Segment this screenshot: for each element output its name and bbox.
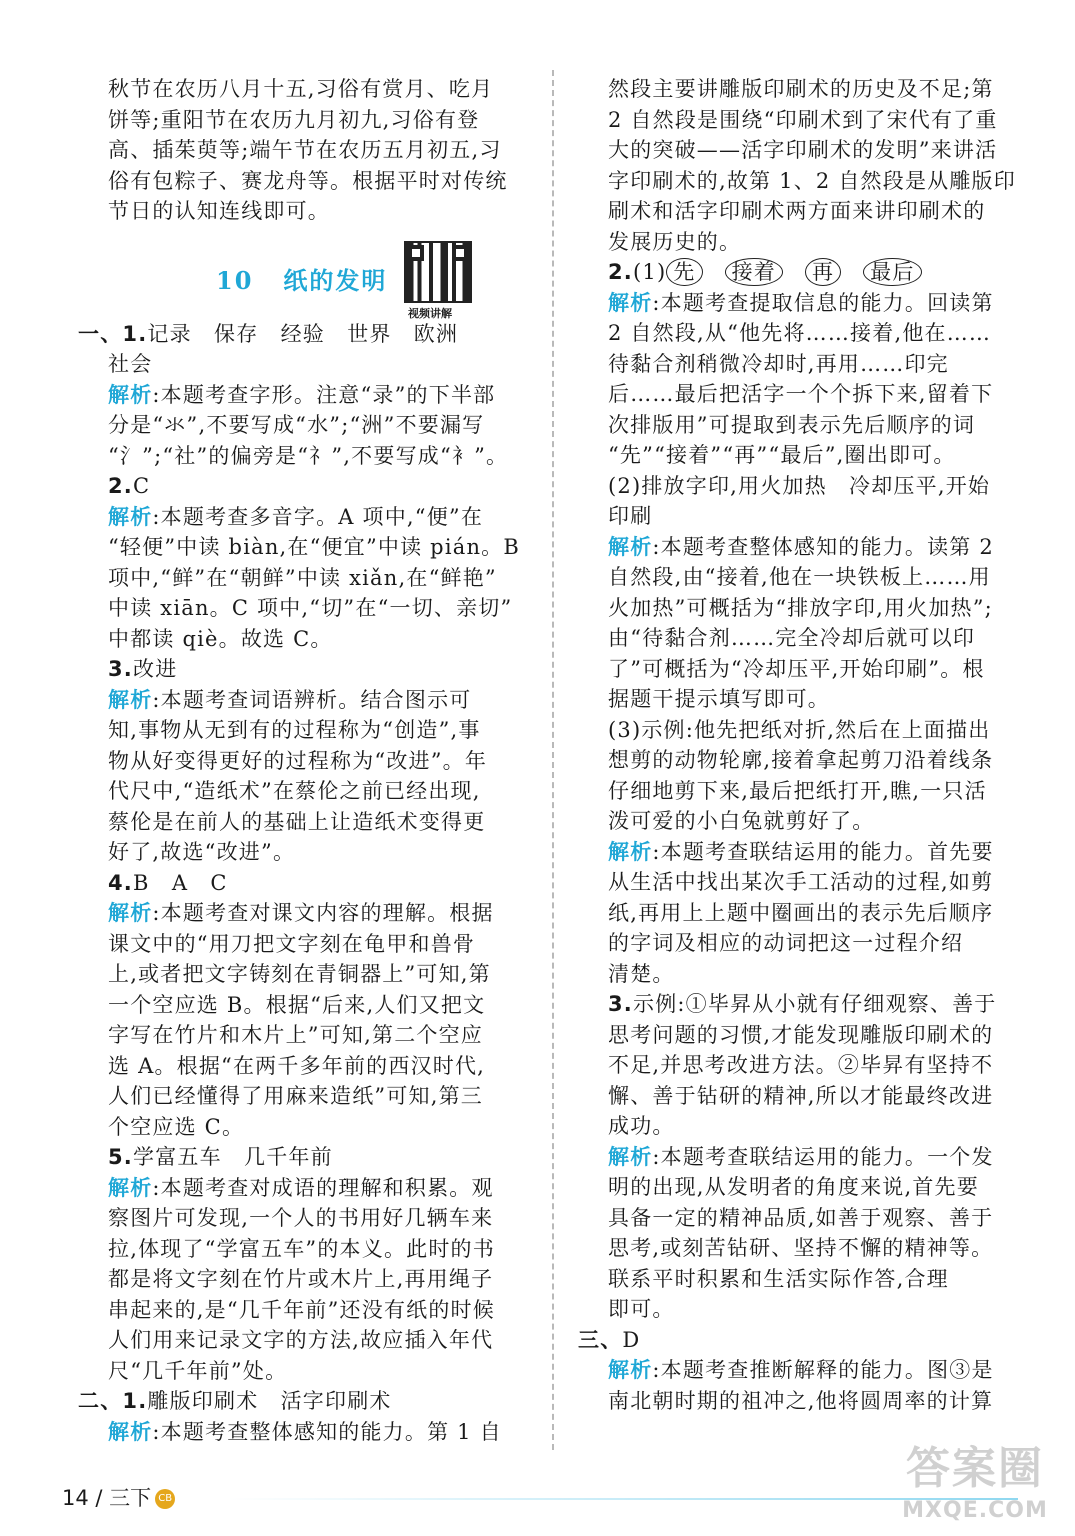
analysis-text: :本题考查整体感知的能力。第 1 自 (152, 1419, 502, 1444)
text-line: 上,或者把文字铸刻在青铜器上”可知,第 (108, 962, 491, 986)
text-line: 仔细地剪下来,最后把纸打开,瞧,一只活 (608, 778, 987, 803)
watermark-logo (880, 1440, 1070, 1532)
section-heading (78, 1386, 528, 1417)
text-line: 思考,或刻苦钻研、坚持不懈的精神等。 (608, 1236, 994, 1260)
section-prefix: 二、 (78, 1389, 123, 1413)
text-line: 自然段,由“接着,他在一块铁板上……用 (608, 565, 991, 589)
item-number: 1. (122, 1389, 148, 1413)
analysis-label: 解析 (108, 901, 153, 925)
text-line: 懈、善于钻研的精神,所以才能最终改进 (608, 1083, 994, 1108)
analysis-text: :本题考查推断解释的能力。图③是 (652, 1358, 994, 1382)
text-line: 高、插茱萸等;端午节在农历五月初五,习 (108, 138, 502, 162)
item-number: 3. (108, 657, 133, 681)
lesson-title-text: 纸的发明 (283, 266, 388, 295)
analysis-text: :本题考查多音字。A 项中,“便”在 (152, 504, 484, 529)
text-line: 代尺中,“造纸术”在蔡伦之前已经出现, (108, 779, 481, 803)
answer-item (108, 1142, 528, 1173)
lesson-title (216, 261, 387, 296)
item-answer: C (133, 474, 151, 498)
analysis-line (108, 1417, 528, 1448)
analysis-text: :本题考查提取信息的能力。回读第 (652, 290, 994, 315)
text-line: 蔡伦是在前人的基础上让造纸术变得更 (108, 809, 486, 834)
text-line: 中都读 qiè。故选 C。 (108, 626, 333, 651)
text-line: 成功。 (608, 1114, 675, 1138)
circled-answer (608, 257, 1026, 288)
text-line: 好了,故选“改进”。 (108, 840, 296, 864)
item-answer: B A C (133, 870, 228, 895)
text-line: (2)排放字印,用火加热 冷却压平,开始 (608, 473, 991, 498)
text-line: 明的出现,从发明者的角度来说,首先要 (608, 1175, 979, 1199)
analysis-text: :本题考查词语辨析。结合图示可 (152, 687, 472, 712)
text-line: 印刷 (608, 504, 653, 528)
text-line: 然段主要讲雕版印刷术的历史及不足;第 (608, 77, 994, 101)
text-line: 据题干提示填写即可。 (608, 687, 830, 711)
analysis-text: :本题考查整体感知的能力。读第 2 (652, 534, 994, 559)
section-prefix: 三、 (578, 1327, 623, 1352)
text-line: 2 自然段,从“他先将……接着,他在…… (608, 321, 992, 345)
analysis-label: 解析 (608, 290, 653, 315)
item-answer: 记录 保存 经验 世界 欧洲 (147, 321, 459, 346)
text-line: 人们已经懂得了用麻来造纸”可知,第三 (108, 1084, 484, 1108)
text-line: 即可。 (608, 1297, 675, 1321)
section-prefix: 一、 (78, 321, 123, 346)
text-line: 分是“氺”,不要写成“水”;“洲”不要漏写 (108, 413, 485, 437)
item-answer: 示例:①毕昇从小就有仔细观察、善于 (633, 992, 997, 1016)
text-line: 人们用来记录文字的方法,故应插入年代 (108, 1328, 494, 1352)
right-answers (578, 74, 1026, 1416)
analysis-text: :本题考查对成语的理解和积累。观 (152, 1175, 494, 1200)
answer-item (108, 471, 528, 502)
analysis-line (108, 380, 528, 411)
item-number: 2. (608, 260, 633, 284)
item-number: 3. (608, 992, 633, 1016)
text-line: 清楚。 (608, 961, 675, 986)
analysis-label: 解析 (108, 1175, 153, 1200)
circled-word: 先 (666, 258, 702, 286)
left-column (78, 74, 528, 1447)
text-line: 发展历史的。 (608, 229, 742, 254)
watermark-line1: 答案圈 (906, 1443, 1044, 1494)
left-top-paragraph (108, 74, 528, 227)
analysis-label: 解析 (108, 687, 153, 712)
text-line: 课文中的“用刀把文字刻在龟甲和兽骨 (108, 931, 476, 956)
text-line: 泼可爱的小白兔就剪好了。 (608, 809, 875, 833)
item-answer: 学富五车 几千年前 (133, 1145, 333, 1169)
text-line: 联系平时积累和生活实际作答,合理 (608, 1266, 949, 1291)
text-line: 字写在竹片和木片上”可知,第二个空应 (108, 1023, 484, 1047)
analysis-line (108, 502, 528, 533)
text-line: 知,事物从无到有的过程称为“创造”,事 (108, 718, 481, 742)
text-line: “轻便”中读 biàn,在“便宜”中读 pián。B (108, 535, 521, 559)
text-line: 火加热”可概括为“排放字印,用火加热”; (608, 595, 993, 620)
analysis-text: :本题考查联结运用的能力。一个发 (652, 1144, 994, 1169)
text-line: 察图片可发现,一个人的书用好几辆车来 (108, 1206, 494, 1230)
text-line: 具备一定的精神品质,如善于观察、善于 (608, 1205, 994, 1230)
right-column (578, 74, 1026, 1416)
text-line: 俗有包粽子、赛龙舟等。根据平时对传统 (108, 168, 508, 193)
circled-word: 最后 (863, 258, 921, 286)
analysis-text: :本题考查字形。注意“录”的下半部 (152, 382, 496, 407)
text-line: “先”“接着”“再”“最后”,圈出即可。 (608, 443, 956, 467)
text-line: 节日的认知连线即可。 (108, 199, 330, 223)
text-line: “氵”;“社”的偏旁是“礻”,不要写成“衤”。 (108, 443, 509, 468)
item-answer: 雕版印刷术 活字印刷术 (147, 1389, 392, 1413)
circled-word: 再 (805, 258, 841, 286)
item-number: 1. (122, 321, 148, 346)
text-line: 尺“几千年前”处。 (108, 1358, 288, 1383)
sub-prefix: (1) (633, 260, 667, 284)
analysis-line (608, 1142, 1026, 1173)
analysis-text: :本题考查联结运用的能力。首先要 (652, 839, 994, 864)
text-line: 待黏合剂稍微冷却时,再用……印完 (608, 351, 949, 376)
text-line: 个空应选 C。 (108, 1114, 245, 1139)
text-line: 中读 xiān。C 项中,“切”在“一切、亲切” (108, 596, 513, 620)
text-line: 刷术和活字印刷术两方面来讲印刷术的 (608, 199, 986, 223)
column-divider (552, 70, 554, 1450)
analysis-label: 解析 (608, 1358, 653, 1382)
analysis-line (608, 532, 1026, 563)
section-heading (78, 319, 528, 350)
answer-item (608, 989, 1026, 1020)
text-line: 都是将文字刻在竹片或木片上,再用绳子 (108, 1267, 494, 1291)
item-answer: D (622, 1327, 641, 1352)
item-answer: 改进 (133, 657, 178, 681)
item-number: 2. (108, 474, 133, 498)
text-line: 一个空应选 B。根据“后来,人们又把文 (108, 992, 486, 1017)
analysis-text: :本题考查对课文内容的理解。根据 (152, 901, 494, 925)
analysis-line (108, 898, 528, 929)
analysis-line (108, 1173, 528, 1204)
text-line: (3)示例:他先把纸对折,然后在上面描出 (608, 717, 991, 742)
text-line: 由“待黏合剂……完全冷却后就可以印 (608, 626, 976, 650)
lesson-header (108, 239, 528, 319)
analysis-line (608, 1355, 1026, 1386)
answer-item (108, 654, 528, 685)
analysis-line (608, 288, 1026, 319)
answer-item (108, 868, 528, 899)
text-line: 从生活中找出某次手工活动的过程,如剪 (608, 870, 994, 894)
analysis-line (108, 685, 528, 716)
analysis-label: 解析 (608, 534, 653, 559)
page-number: 14 / 三下 (62, 1486, 152, 1510)
text-line: 2 自然段是围绕“印刷术到了宋代有了重 (608, 107, 998, 132)
item-number: 4. (108, 870, 133, 895)
video-caption: 视频讲解 (408, 306, 452, 320)
text-line: 了”可概括为“冷却压平,开始印刷”。根 (608, 656, 985, 681)
circled-word: 接着 (725, 258, 783, 286)
text-line: 纸,再用上上题中圈画出的表示先后顺序 (608, 900, 994, 925)
text-line: 社会 (108, 352, 153, 376)
text-line: 不足,并思考改进方法。②毕昇有坚持不 (608, 1053, 994, 1077)
left-answers (78, 319, 528, 1448)
text-line: 拉,体现了“学富五车”的本义。此时的书 (108, 1236, 495, 1261)
text-line: 串起来的,是“几千年前”还没有纸的时候 (108, 1297, 495, 1322)
lesson-number: 10 (216, 265, 254, 295)
qr-code-icon[interactable] (404, 241, 472, 303)
analysis-label: 解析 (108, 382, 153, 407)
text-line: 的字词及相应的动词把这一过程介绍 (608, 931, 964, 955)
text-line: 字印刷术的,故第 1、2 自然段是从雕版印 (608, 168, 1016, 193)
watermark-line2: MXQE.COM (902, 1498, 1048, 1523)
analysis-label: 解析 (608, 839, 653, 864)
text-line: 项中,“鲜”在“朝鲜”中读 xiǎn,在“鲜艳” (108, 565, 497, 590)
analysis-line (608, 837, 1026, 868)
analysis-label: 解析 (108, 504, 153, 529)
page-footer (62, 1482, 175, 1512)
edition-badge-icon: CB (155, 1489, 175, 1509)
text-line: 大的突破——活字印刷术的发明”来讲活 (608, 138, 998, 162)
text-line: 秋节在农历八月十五,习俗有赏月、吃月 (108, 77, 494, 101)
text-line: 物从好变得更好的过程称为“改进”。年 (108, 748, 488, 773)
text-line: 思考问题的习惯,才能发现雕版印刷术的 (608, 1022, 994, 1047)
text-line: 南北朝时期的祖冲之,他将圆周率的计算 (608, 1388, 994, 1413)
text-line: 次排版用”可提取到表示先后顺序的词 (608, 412, 976, 437)
analysis-label: 解析 (608, 1144, 653, 1169)
item-number: 5. (108, 1145, 133, 1169)
section-heading (578, 1325, 1026, 1356)
text-line: 饼等;重阳节在农历九月初九,习俗有登 (108, 107, 480, 132)
text-line: 后……最后把活字一个个拆下来,留着下 (608, 382, 994, 406)
analysis-label: 解析 (108, 1419, 153, 1444)
text-line: 选 A。根据“在两千多年前的西汉时代, (108, 1053, 486, 1078)
text-line: 想剪的动物轮廓,接着拿起剪刀沿着线条 (608, 748, 994, 772)
